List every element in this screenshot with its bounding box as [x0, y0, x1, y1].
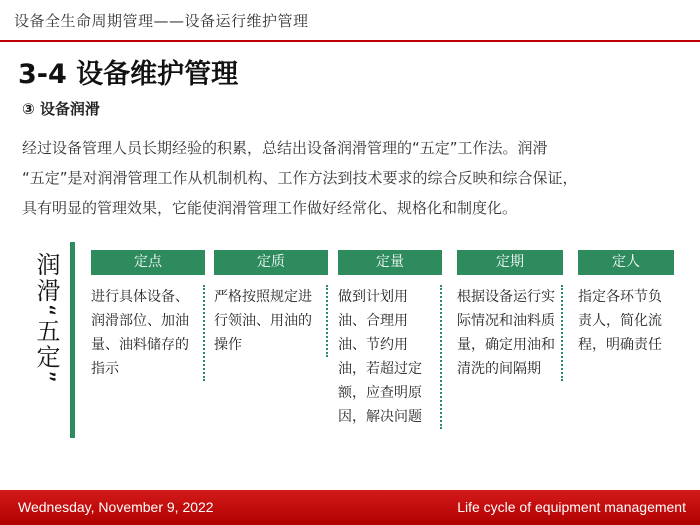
card-title: 定期 — [457, 250, 563, 275]
side-label: 润滑“五定” — [32, 252, 60, 385]
card-title: 定量 — [338, 250, 442, 275]
subsection-title: ③ 设备润滑 — [22, 100, 100, 118]
card-text: 严格按照规定进行领油、用油的操作 — [214, 285, 328, 357]
intro-line: 经过设备管理人员长期经验的积累，总结出设备润滑管理的“五定”工作法。润滑 — [22, 139, 548, 157]
card-fixed-quality — [214, 250, 328, 357]
footer-date: Wednesday, November 9, 2022 — [18, 499, 214, 515]
header-divider — [0, 40, 700, 42]
card-text: 做到计划用油、合理用油、节约用油，若超过定额，应查明原因，解决问题 — [338, 285, 442, 429]
card-title: 定点 — [91, 250, 205, 275]
card-fixed-quantity — [338, 250, 442, 429]
footer-bar — [0, 490, 700, 525]
card-title: 定质 — [214, 250, 328, 275]
intro-line: “五定”是对润滑管理工作从机制机构、工作方法到技术要求的综合反映和综合保证， — [22, 169, 578, 187]
card-text: 根据设备运行实际情况和油料质量，确定用油和清洗的间隔期 — [457, 285, 563, 381]
header-title: 设备全生命周期管理——设备运行维护管理 — [14, 12, 309, 30]
intro-line: 具有明显的管理效果，它能使润滑管理工作做好经常化、规格化和制度化。 — [22, 199, 518, 217]
side-accent-bar — [70, 242, 75, 438]
intro-paragraph — [22, 133, 682, 223]
footer-caption: Life cycle of equipment management — [457, 499, 686, 515]
card-text: 指定各环节负责人，简化流程，明确责任 — [578, 289, 662, 353]
card-fixed-person — [578, 250, 674, 357]
card-fixed-period — [457, 250, 563, 381]
section-title: 3-4 设备维护管理 — [18, 59, 239, 90]
card-fixed-point — [91, 250, 205, 381]
card-title: 定人 — [578, 250, 674, 275]
card-text: 进行具体设备、润滑部位、加油量、油料储存的指示 — [91, 285, 205, 381]
